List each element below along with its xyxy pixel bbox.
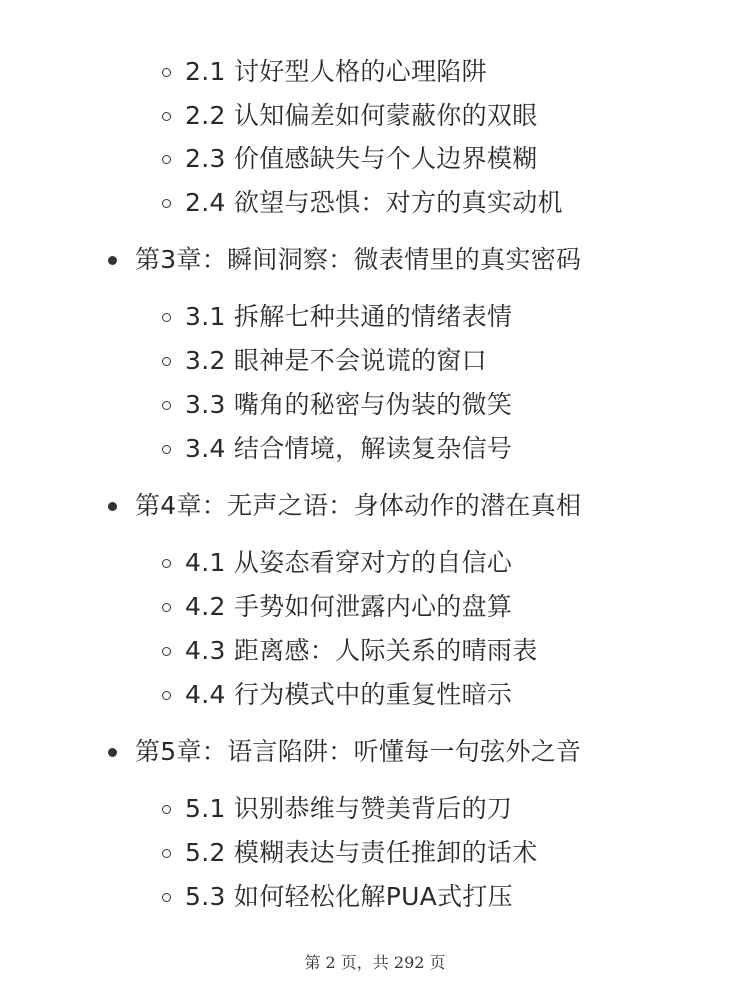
hollow-bullet-icon bbox=[162, 401, 171, 410]
hollow-bullet-icon bbox=[162, 199, 171, 208]
toc-item-2-4[interactable] bbox=[162, 185, 563, 221]
toc-item-text: 4.4 行为模式中的重复性暗示 bbox=[185, 680, 513, 709]
toc-item-2-3[interactable] bbox=[162, 141, 538, 177]
hollow-bullet-icon bbox=[162, 68, 171, 77]
hollow-bullet-icon bbox=[162, 647, 171, 656]
hollow-bullet-icon bbox=[162, 313, 171, 322]
toc-item-text: 5.1 识别恭维与赞美背后的刀 bbox=[185, 794, 513, 823]
toc-chapter-3[interactable] bbox=[108, 242, 581, 278]
toc-item-text: 3.1 拆解七种共通的情绪表情 bbox=[185, 302, 513, 331]
solid-bullet-icon bbox=[108, 502, 117, 511]
hollow-bullet-icon bbox=[162, 357, 171, 366]
toc-item-4-2[interactable] bbox=[162, 589, 512, 625]
hollow-bullet-icon bbox=[162, 559, 171, 568]
toc-chapter-5[interactable] bbox=[108, 734, 581, 770]
hollow-bullet-icon bbox=[162, 805, 171, 814]
toc-item-text: 2.1 讨好型人格的心理陷阱 bbox=[185, 57, 487, 86]
toc-item-5-3[interactable] bbox=[162, 879, 513, 915]
hollow-bullet-icon bbox=[162, 691, 171, 700]
toc-item-5-2[interactable] bbox=[162, 835, 538, 871]
toc-item-3-3[interactable] bbox=[162, 387, 512, 423]
solid-bullet-icon bbox=[108, 256, 117, 265]
toc-item-2-1[interactable] bbox=[162, 54, 487, 90]
toc-item-text: 2.4 欲望与恐惧：对方的真实动机 bbox=[185, 188, 563, 217]
toc-item-4-3[interactable] bbox=[162, 633, 538, 669]
toc-item-text: 2.3 价值感缺失与个人边界模糊 bbox=[185, 144, 538, 173]
toc-item-2-2[interactable] bbox=[162, 98, 538, 134]
toc-item-4-4[interactable] bbox=[162, 677, 512, 713]
toc-item-text: 4.2 手势如何泄露内心的盘算 bbox=[185, 592, 513, 621]
toc-item-text: 3.4 结合情境，解读复杂信号 bbox=[185, 434, 513, 463]
toc-chapter-text: 第5章：语言陷阱：听懂每一句弦外之音 bbox=[135, 737, 582, 766]
toc-item-text: 4.1 从姿态看穿对方的自信心 bbox=[185, 548, 513, 577]
hollow-bullet-icon bbox=[162, 849, 171, 858]
toc-item-3-1[interactable] bbox=[162, 299, 512, 335]
toc-item-3-4[interactable] bbox=[162, 431, 512, 467]
hollow-bullet-icon bbox=[162, 445, 171, 454]
toc-item-5-1[interactable] bbox=[162, 791, 512, 827]
toc-item-4-1[interactable] bbox=[162, 545, 512, 581]
hollow-bullet-icon bbox=[162, 603, 171, 612]
hollow-bullet-icon bbox=[162, 112, 171, 121]
hollow-bullet-icon bbox=[162, 155, 171, 164]
toc-item-text: 2.2 认知偏差如何蒙蔽你的双眼 bbox=[185, 101, 538, 130]
toc-item-text: 5.2 模糊表达与责任推卸的话术 bbox=[185, 838, 538, 867]
toc-chapter-4[interactable] bbox=[108, 488, 581, 524]
page-number-footer: 第 2 页，共 292 页 bbox=[304, 953, 446, 972]
toc-item-text: 4.3 距离感：人际关系的晴雨表 bbox=[185, 636, 538, 665]
toc-chapter-text: 第4章：无声之语：身体动作的潜在真相 bbox=[135, 491, 582, 520]
toc-item-3-2[interactable] bbox=[162, 343, 487, 379]
hollow-bullet-icon bbox=[162, 893, 171, 902]
toc-item-text: 5.3 如何轻松化解PUA式打压 bbox=[185, 882, 513, 911]
toc-item-text: 3.2 眼神是不会说谎的窗口 bbox=[185, 346, 487, 375]
toc-item-text: 3.3 嘴角的秘密与伪装的微笑 bbox=[185, 390, 513, 419]
toc-chapter-text: 第3章：瞬间洞察：微表情里的真实密码 bbox=[135, 245, 582, 274]
solid-bullet-icon bbox=[108, 748, 117, 757]
